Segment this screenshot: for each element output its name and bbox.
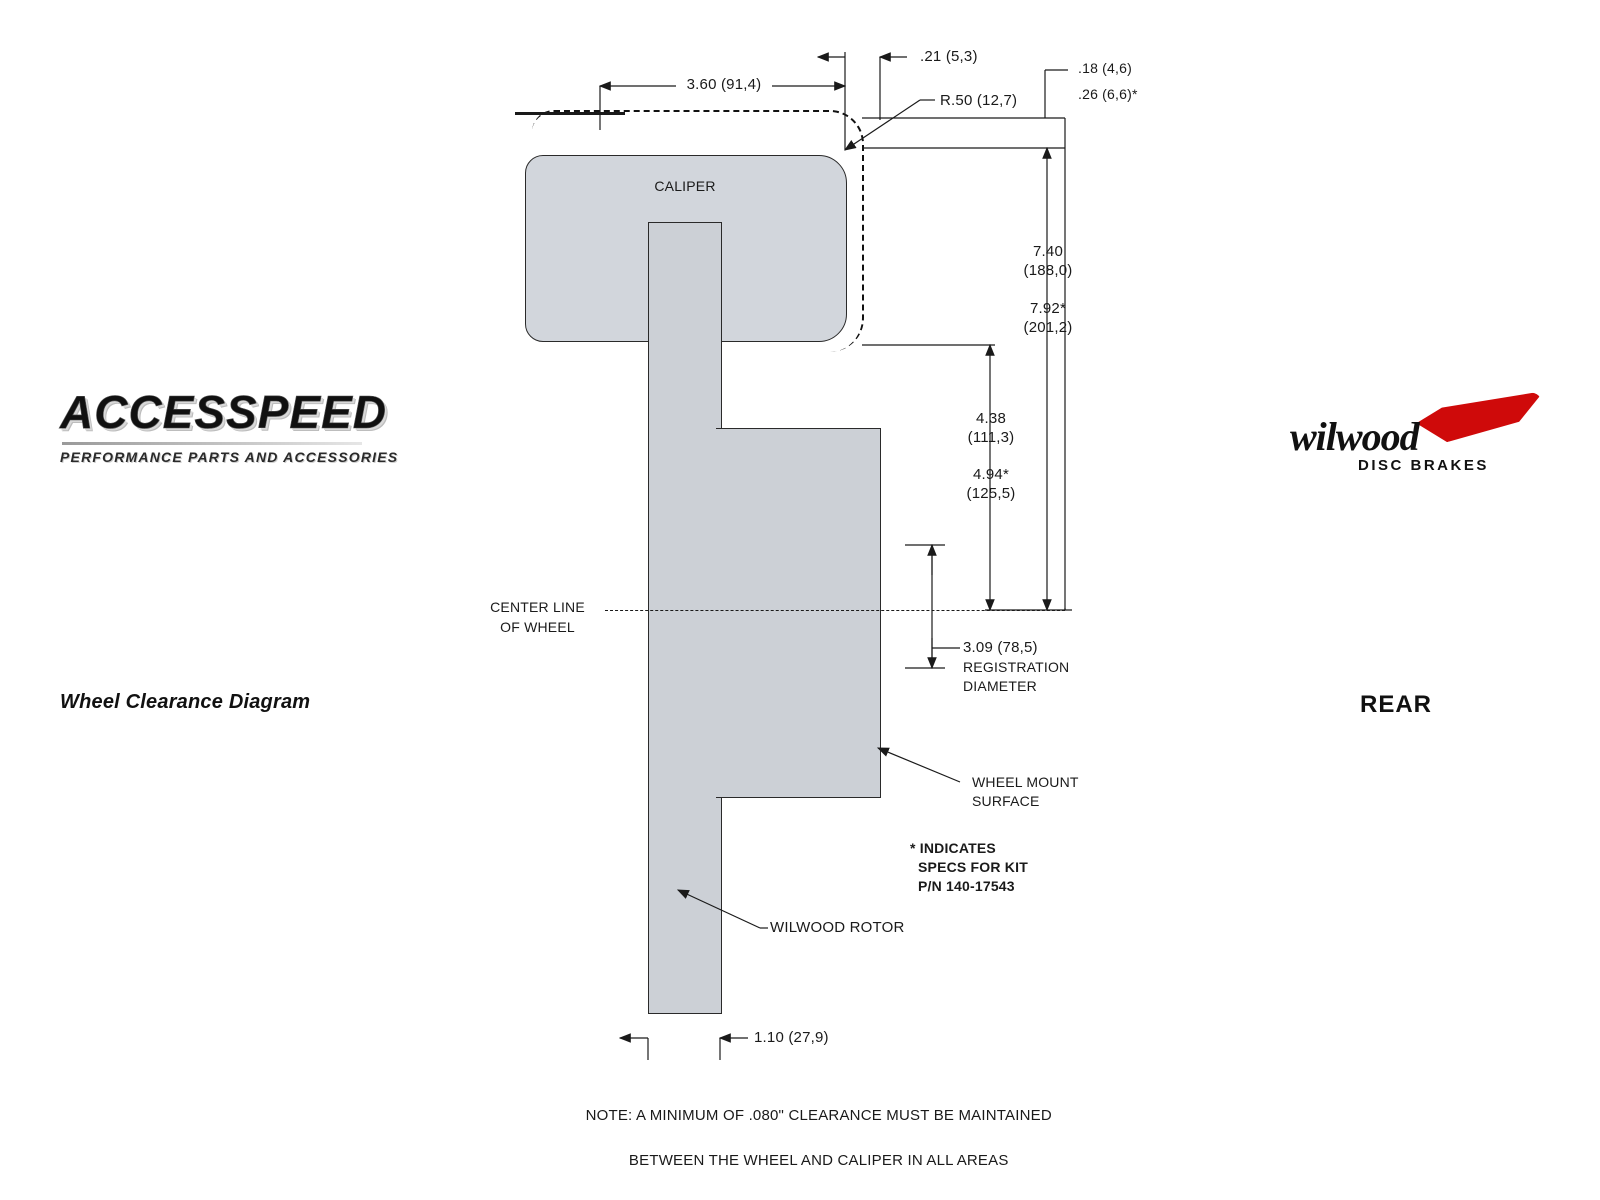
dim-438-mm: (111,3) bbox=[967, 428, 1015, 446]
dim-clearance-a: .18 (4,6) bbox=[1078, 60, 1132, 76]
registration-label-1: REGISTRATION bbox=[963, 659, 1070, 675]
clearance-note-line-1: NOTE: A MINIMUM OF .080" CLEARANCE MUST BE MAINTAINED bbox=[585, 1106, 1052, 1124]
caliper-label: CALIPER bbox=[654, 178, 716, 194]
dim-rotor-thickness: 1.10 (27,9) bbox=[754, 1029, 829, 1046]
page-title-left: Wheel Clearance Diagram bbox=[60, 691, 311, 713]
accesspeed-tagline: PERFORMANCE PARTS AND ACCESSORIES bbox=[60, 449, 399, 465]
wilwood-tagline: DISC BRAKES bbox=[1358, 457, 1489, 474]
dim-caliper-width: 3.60 (91,4) bbox=[686, 76, 762, 93]
wheel-mount-label-2: SURFACE bbox=[972, 793, 1040, 809]
dim-rotor-offset-kit bbox=[945, 466, 1037, 504]
clearance-note-line-2: BETWEEN THE WHEEL AND CALIPER IN ALL AREAS bbox=[628, 1151, 1009, 1169]
dim-caliper-height-kit bbox=[1000, 300, 1096, 338]
dim-438-value: 4.38 bbox=[976, 410, 1006, 427]
kit-note-line-3: P/N 140-17543 bbox=[918, 878, 1015, 894]
dim-clearance-b: .26 (6,6)* bbox=[1078, 86, 1138, 102]
dim-494-mm: (125,5) bbox=[966, 484, 1016, 502]
dim-registration-diameter: 3.09 (78,5) bbox=[963, 639, 1038, 656]
center-line-label-2: OF WHEEL bbox=[500, 618, 575, 635]
page-title-right: REAR bbox=[1360, 691, 1433, 718]
dim-corner-radius: R.50 (12,7) bbox=[940, 92, 1018, 109]
dim-792-mm: (201,2) bbox=[1023, 318, 1073, 336]
dim-rotor-offset-std bbox=[945, 410, 1037, 448]
accesspeed-wordmark: ACCESSPEED bbox=[60, 386, 387, 438]
kit-note-line-2: SPECS FOR KIT bbox=[918, 859, 1028, 875]
clearance-note bbox=[400, 1082, 1220, 1195]
kit-note-line-1: * INDICATES bbox=[910, 840, 996, 856]
dim-792-value: 7.92* bbox=[1029, 300, 1067, 317]
dim-caliper-height-std bbox=[1000, 243, 1096, 281]
dim-740-mm: (188,0) bbox=[1023, 261, 1073, 279]
rotor-label: WILWOOD ROTOR bbox=[770, 919, 905, 936]
dim-740-value: 7.40 bbox=[1033, 243, 1063, 260]
center-line-label-1: CENTER LINE bbox=[490, 599, 585, 615]
registration-label-2: DIAMETER bbox=[963, 678, 1037, 694]
wheel-mount-label-1: WHEEL MOUNT bbox=[972, 774, 1079, 790]
dim-494-value: 4.94* bbox=[972, 466, 1010, 483]
dim-caliper-offset: .21 (5,3) bbox=[920, 48, 978, 65]
wilwood-wordmark: wilwood bbox=[1290, 414, 1419, 459]
